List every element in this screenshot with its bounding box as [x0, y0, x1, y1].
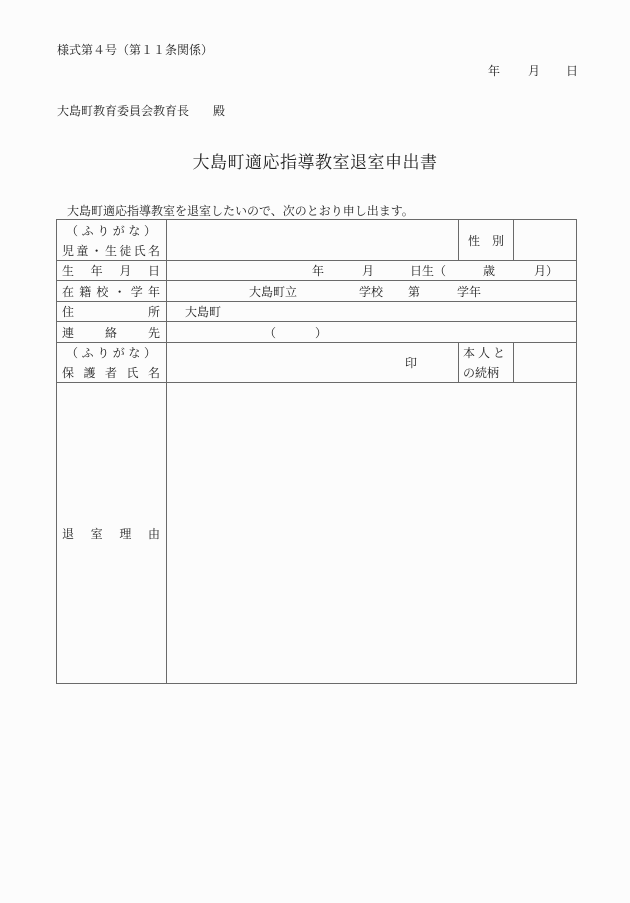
- birthdate-label: 生 年 月 日: [62, 264, 160, 278]
- contact-label: 連 絡 先: [62, 325, 160, 340]
- date-day: 日: [566, 64, 579, 78]
- address-field[interactable]: 大島町: [185, 305, 222, 319]
- form-number: 様式第４号（第１１条関係）: [57, 43, 214, 57]
- birth-month-unit: 月: [362, 264, 375, 278]
- birthdate-field[interactable]: [167, 261, 576, 280]
- date-line: [488, 62, 578, 79]
- student-name-label: （ ふ り が な ） 児 童 ・ 生 徒 氏 名: [62, 223, 160, 258]
- document-title: 大島町適応指導教室退室申出書: [192, 153, 438, 173]
- date-month: 月: [528, 64, 541, 78]
- school-label: 在 籍 校 ・ 学 年: [62, 284, 160, 299]
- school-prefix: 大島町立: [249, 284, 298, 299]
- address-label: 住 所: [62, 305, 160, 319]
- relation-field[interactable]: [514, 343, 576, 382]
- addressee: 大島町教育委員会教育長 殿: [57, 104, 226, 118]
- contact-field[interactable]: [167, 322, 576, 342]
- school-field[interactable]: [167, 281, 576, 301]
- guardian-name-field[interactable]: [167, 343, 458, 382]
- reason-field[interactable]: [167, 383, 576, 683]
- relation-label: 本人と の続柄: [463, 346, 509, 380]
- age-unit: 歳: [483, 264, 496, 278]
- guardian-name-label: （ ふ り が な ） 保 護 者 氏 名: [62, 346, 160, 380]
- sex-field[interactable]: [514, 220, 576, 260]
- contact-close-paren: ）: [315, 325, 328, 340]
- school-suffix: 学校: [359, 284, 384, 299]
- birth-year-unit: 年: [312, 264, 325, 278]
- birth-day-unit: 日生（: [410, 264, 447, 278]
- student-name-field[interactable]: [167, 220, 458, 260]
- intro-text: 大島町適応指導教室を退室したいので、次のとおり申し出ます。: [67, 204, 414, 218]
- reason-label: 退 室 理 由: [62, 526, 160, 541]
- age-month-unit: 月）: [534, 264, 559, 278]
- sex-label: 性 別: [467, 233, 504, 248]
- contact-open-paren: （: [264, 325, 277, 340]
- seal-mark: 印: [405, 356, 418, 370]
- grade-prefix: 第: [408, 284, 421, 299]
- grade-suffix: 学年: [457, 284, 482, 299]
- date-year: 年: [488, 64, 501, 78]
